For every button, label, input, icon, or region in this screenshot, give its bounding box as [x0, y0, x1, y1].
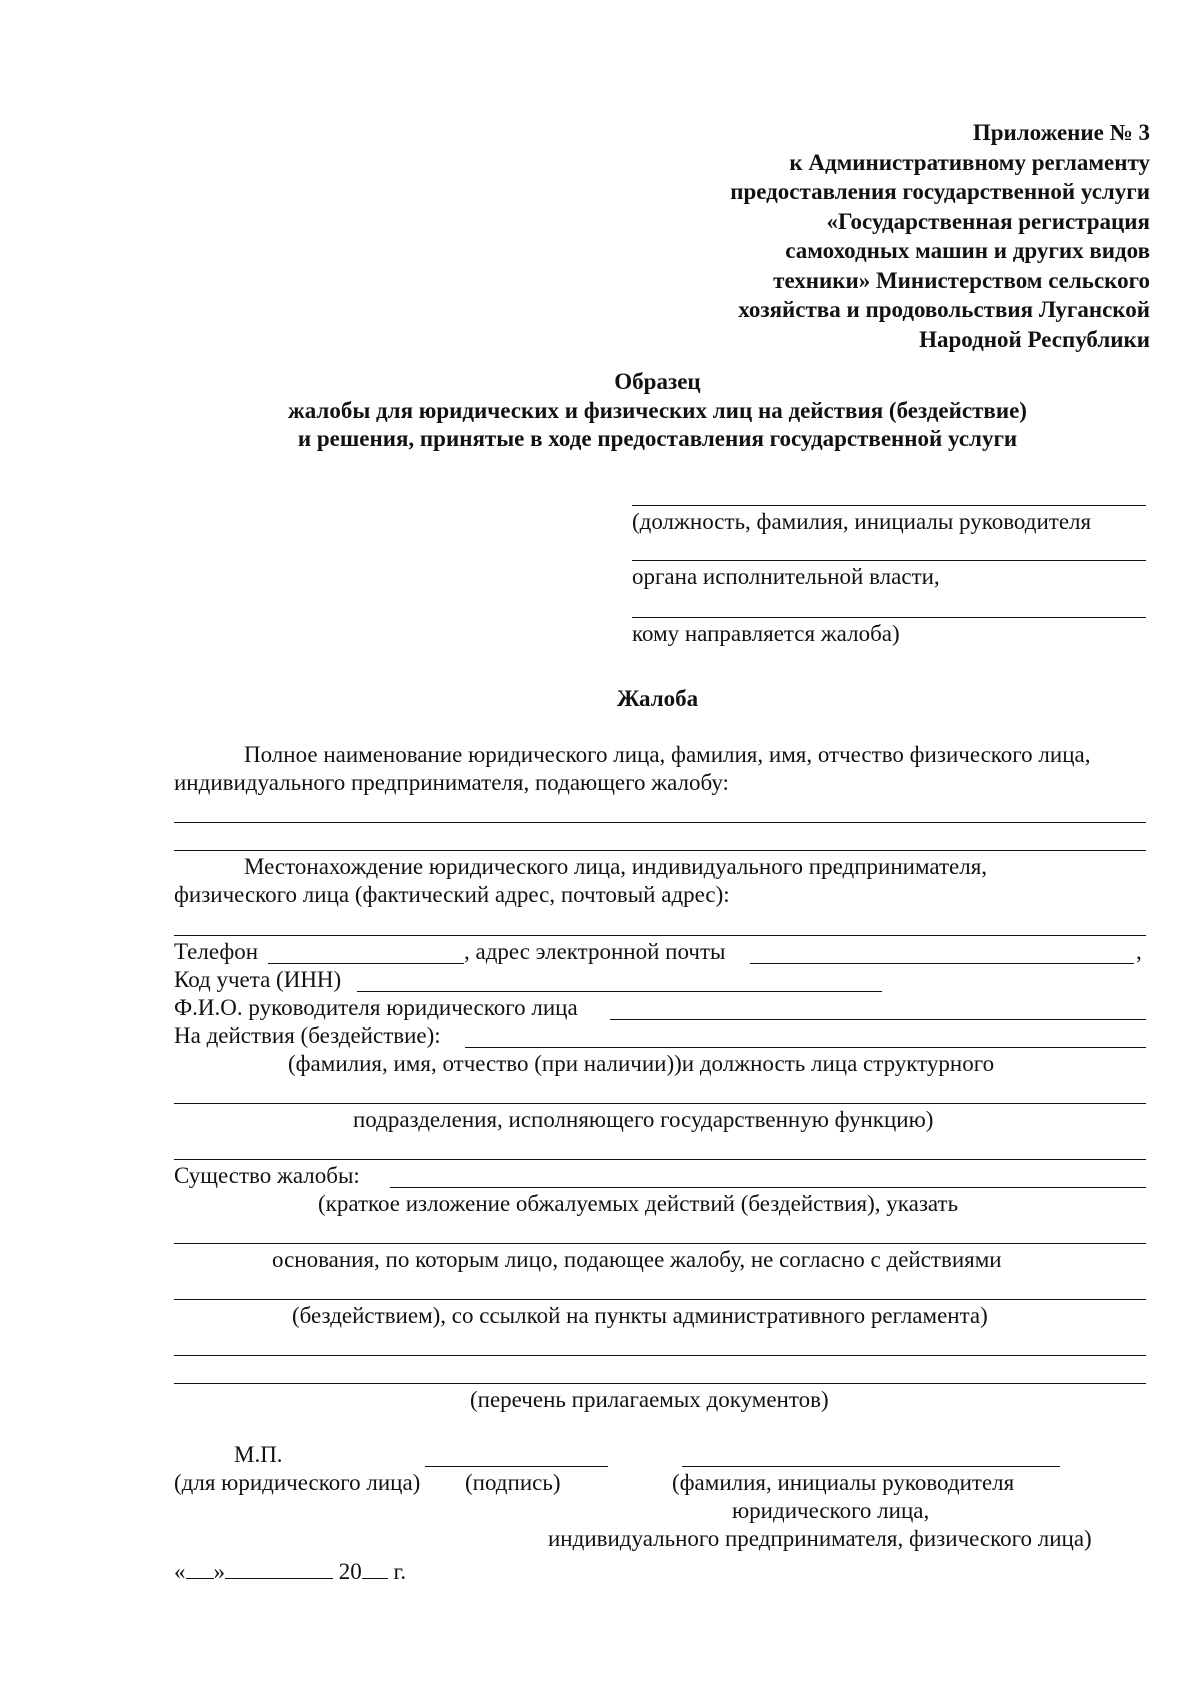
date-line: [174, 1556, 406, 1586]
year-blank: [362, 1556, 388, 1579]
annex-line: Приложение № 3: [972, 120, 1150, 145]
addressee-blank-line: [632, 505, 1146, 506]
fill-line: [174, 1159, 1146, 1160]
email-label: , адрес электронной почты: [464, 939, 726, 964]
date-quote-close: »: [213, 1559, 225, 1584]
signature-hint: (подпись): [465, 1470, 561, 1495]
head-blank: [610, 1019, 1146, 1020]
essence-hint: основания, по которым лицо, подающее жалобу, не согласно с действиями: [272, 1247, 1002, 1272]
annex-line: «Государственная регистрация: [826, 208, 1150, 234]
fill-line: [174, 850, 1146, 851]
essence-blank: [390, 1187, 1146, 1188]
title-sample: Образец: [614, 369, 701, 394]
addressee-hint: кому направляется жалоба): [632, 621, 900, 646]
fill-line: [174, 1103, 1146, 1104]
fio-hint: юридического лица,: [732, 1498, 930, 1523]
annex-line: самоходных машин и других видов: [785, 238, 1150, 263]
annex-line: предоставления государственной услуги: [730, 179, 1150, 204]
fill-line: [174, 1243, 1146, 1244]
location-intro: Местонахождение юридического лица, индивидуального предпринимателя,: [244, 854, 988, 879]
date-quote-open: «: [174, 1559, 186, 1584]
name-intro: индивидуального предпринимателя, подающего жалобу:: [174, 770, 729, 795]
annex-header: [590, 118, 1150, 354]
essence-label: Существо жалобы:: [174, 1163, 360, 1188]
fio-hint: (фамилия, инициалы руководителя: [672, 1470, 1015, 1495]
actions-blank: [465, 1047, 1146, 1048]
stamp-hint: (для юридического лица): [174, 1470, 421, 1495]
fill-line: [174, 935, 1146, 936]
inn-label: Код учета (ИНН): [174, 967, 342, 992]
email-comma: ,: [1136, 939, 1142, 964]
phone-label: Телефон: [174, 939, 259, 964]
inn-blank: [357, 991, 882, 992]
fill-line: [174, 822, 1146, 823]
annex-line: техники» Министерством сельского: [773, 267, 1150, 293]
head-label: Ф.И.О. руководителя юридического лица: [174, 995, 578, 1020]
annex-line: хозяйства и продовольствия Луганской: [738, 297, 1150, 322]
fill-line: [174, 1383, 1146, 1384]
stamp-label: М.П.: [234, 1442, 283, 1467]
title-line: жалобы для юридических и физических лиц на действия (бездействие): [288, 398, 1027, 423]
actions-hint: (фамилия, имя, отчество (при наличии))и должность лица структурного: [288, 1051, 995, 1076]
name-intro: Полное наименование юридического лица, фамилия, имя, отчество физического лица,: [244, 742, 1091, 767]
email-blank: [750, 963, 1134, 964]
fill-line: [174, 1355, 1146, 1356]
essence-hint: (краткое изложение обжалуемых действий (бездействия), указать: [318, 1191, 959, 1216]
signature-blank: [425, 1466, 608, 1467]
annex-line: к Административному регламенту: [789, 149, 1150, 175]
fio-hint: индивидуального предпринимателя, физического лица): [548, 1526, 1092, 1551]
docs-hint: (перечень прилагаемых документов): [470, 1387, 829, 1412]
actions-hint: подразделения, исполняющего государственную функцию): [353, 1107, 934, 1132]
addressee-hint: органа исполнительной власти,: [632, 564, 940, 589]
month-blank: [225, 1556, 333, 1579]
title-line: и решения, принятые в ходе предоставления государственной услуги: [297, 426, 1018, 451]
year-prefix: 20: [338, 1559, 362, 1584]
annex-line: Народной Республики: [919, 326, 1150, 352]
addressee-hint: (должность, фамилия, инициалы руководителя: [632, 509, 1092, 534]
year-suffix: г.: [393, 1559, 407, 1584]
essence-hint: (бездействием), со ссылкой на пункты административного регламента): [292, 1303, 988, 1328]
fill-line: [174, 1299, 1146, 1300]
addressee-blank-line: [632, 617, 1146, 618]
complaint-heading: Жалоба: [616, 686, 699, 711]
actions-label: На действия (бездействие):: [174, 1023, 441, 1048]
phone-blank: [268, 963, 464, 964]
fio-blank: [682, 1466, 1060, 1467]
location-intro: физического лица (фактический адрес, почтовый адрес):: [174, 882, 730, 907]
day-blank: [186, 1556, 214, 1579]
addressee-blank-line: [632, 560, 1146, 561]
